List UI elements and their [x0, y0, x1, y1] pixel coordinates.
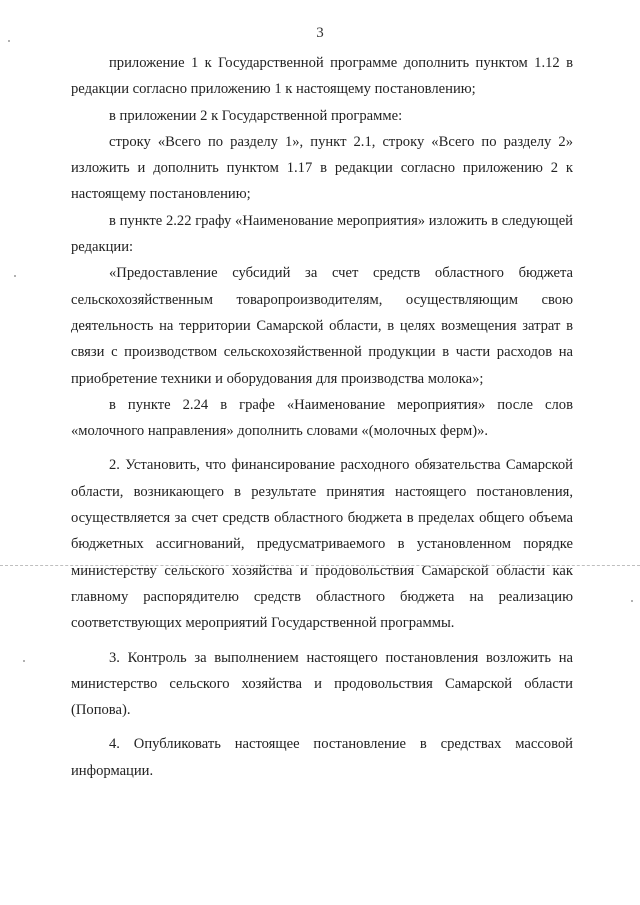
paragraph: приложение 1 к Государственной программе дополнить пунктом 1.12 в редакции согласно приложению 1 к настоящему постановлению; — [71, 55, 573, 98]
paragraph: 2. Установить, что финансирование расходного обязательства Самарской области, возникающего в результате принятия настоящего постановления, осуществляется за счет средств областного бюджета в пределах общего объема бюджетных ассигнований, предусматриваемого в установленном порядке министерству сельского хозяйства и продовольствия Самарской области как главному распорядителю средств областного бюджета на реализацию соответствующих мероприятий Государственной программы. — [71, 457, 573, 632]
page-number: 3 — [316, 25, 324, 41]
paragraph: строку «Всего по разделу 1», пункт 2.1, строку «Всего по разделу 2» изложить и дополнить пунктом 1.17 в редакции согласно приложению 2 к настоящему постановлению; — [71, 133, 573, 203]
document-body — [71, 50, 573, 784]
paragraph: в приложении 2 к Государственной программе: — [109, 107, 403, 124]
scan-speck — [8, 40, 10, 42]
paragraph: 3. Контроль за выполнением настоящего постановления возложить на министерство сельского хозяйства и продовольствия Самарской области (Попова). — [71, 649, 573, 719]
scan-speck — [14, 275, 16, 277]
scan-speck — [631, 600, 633, 602]
quoted-paragraph: «Предоставление субсидий за счет средств областного бюджета сельскохозяйственным товаропроизводителям, осуществляющим свою деятельность на территории Самарской области, в целях возмещения затрат в связи с производством сельскохозяйственной продукции в части расходов на приобретение техники и оборудования для производства молока»; — [71, 265, 573, 387]
paragraph: 4. Опубликовать настоящее постановление в средствах массовой информации. — [71, 736, 573, 779]
paragraph: в пункте 2.22 графу «Наименование мероприятия» изложить в следующей редакции: — [71, 212, 573, 256]
paragraph: в пункте 2.24 в графе «Наименование мероприятия» после слов «молочного направления» дополнить словами «(молочных ферм)». — [71, 396, 573, 440]
scan-speck — [23, 660, 25, 662]
scan-artifact-line — [0, 565, 640, 566]
